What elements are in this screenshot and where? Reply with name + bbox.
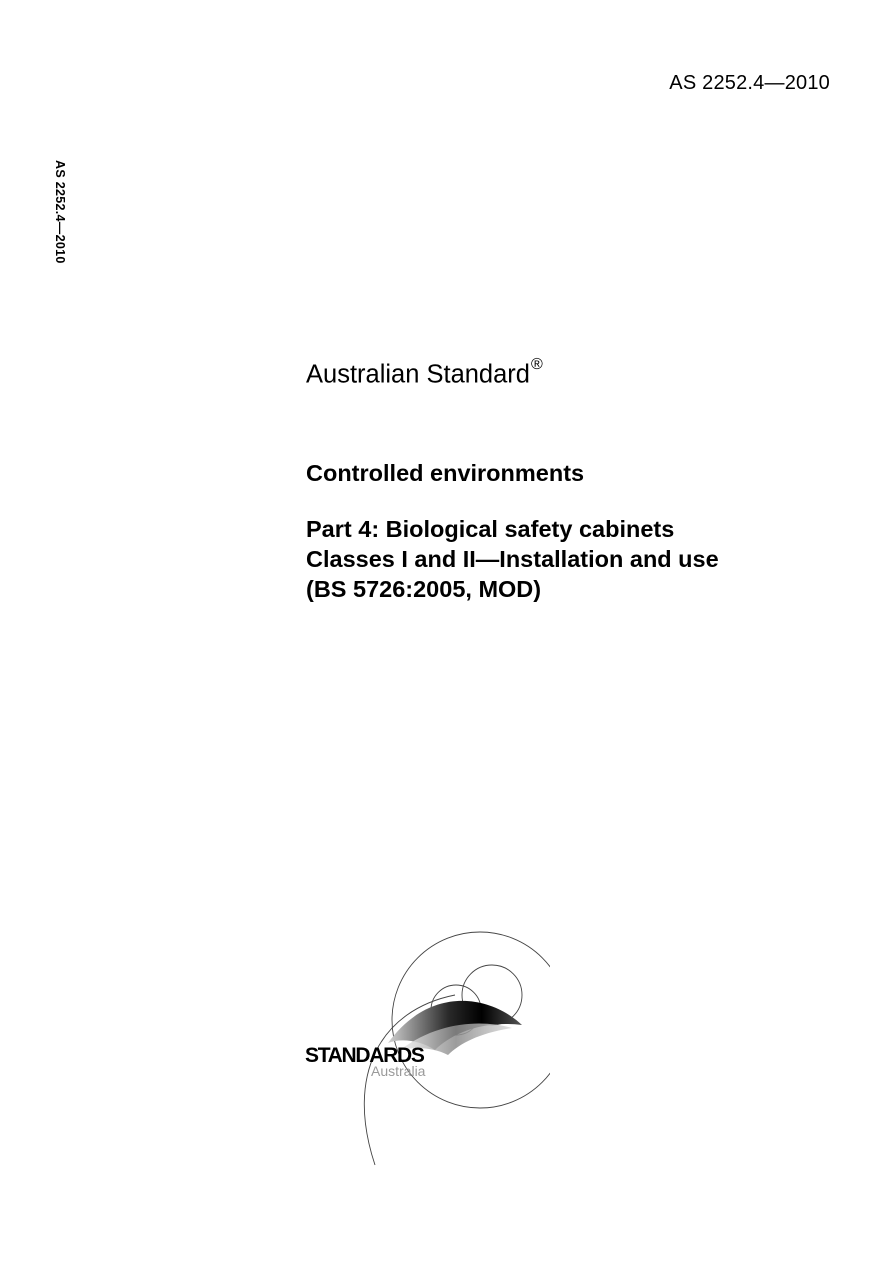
logo-primary-text: STANDARDS (305, 1044, 424, 1067)
brand-name: Australian Standard (306, 360, 530, 389)
standards-australia-swoosh-logo-icon (300, 925, 550, 1170)
logo-secondary-text: Australia (371, 1063, 426, 1079)
title-block (306, 458, 719, 604)
part-title-line-2: Classes I and II—Installation and use (306, 546, 719, 572)
registered-mark: ® (530, 356, 543, 373)
part-title-line-3: (BS 5726:2005, MOD) (306, 576, 542, 602)
spine-document-number: AS 2252.4—2010 (53, 160, 67, 264)
document-title: Controlled environments (306, 460, 585, 486)
part-title-line-1: Part 4: Biological safety cabinets (306, 516, 675, 542)
standard-brand (306, 356, 543, 390)
spine-label (50, 160, 70, 278)
part-title (306, 514, 719, 604)
document-number: AS 2252.4—2010 (669, 72, 830, 94)
standards-australia-logo (300, 925, 550, 1170)
